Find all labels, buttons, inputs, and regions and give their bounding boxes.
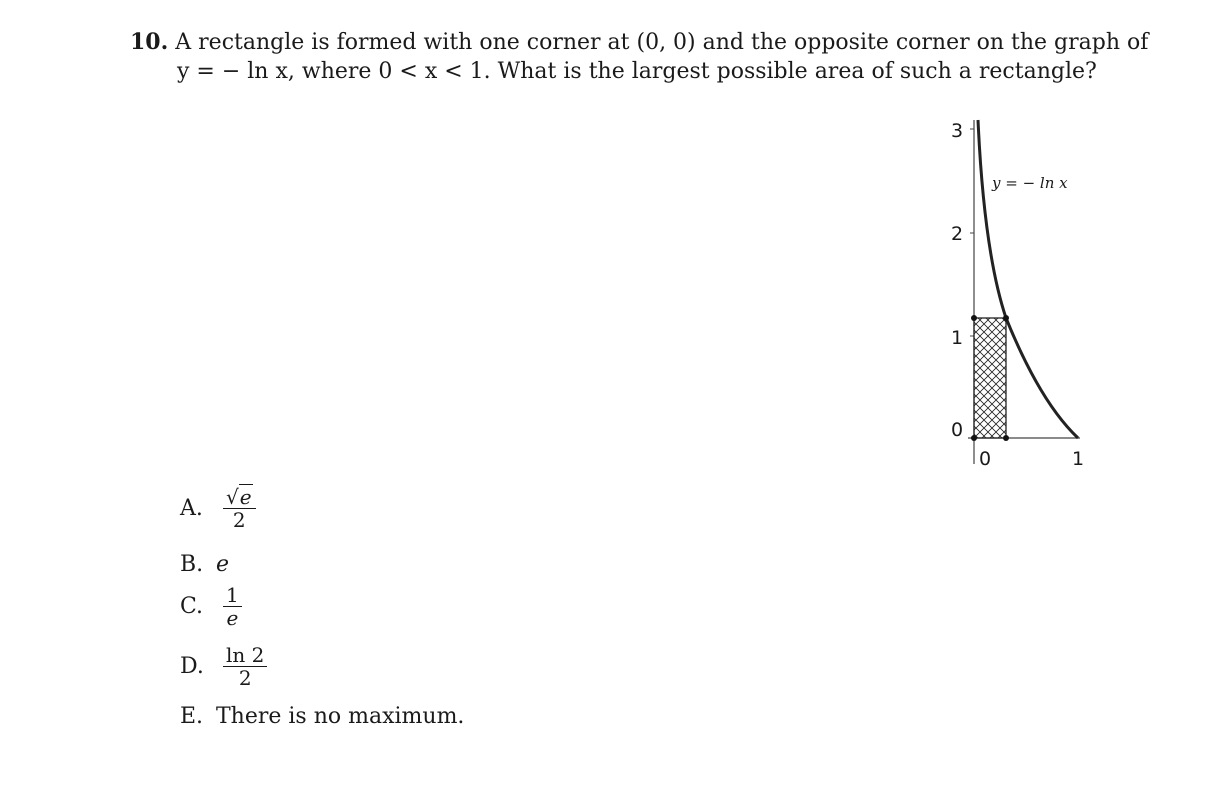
choice-b[interactable]: B. e: [180, 552, 230, 577]
fraction: $\frac{1}{e}$: [223, 584, 242, 629]
question-number: 10.: [130, 29, 169, 55]
fraction: $\frac{√e}{2}$: [223, 486, 256, 531]
choice-d[interactable]: D. $\frac{\ln 2}{2}$: [180, 644, 267, 689]
question-text-line-1: A rectangle is formed with one corner at (0, 0) and the opposite corner on the graph of: [175, 30, 1149, 55]
corner-dot: [971, 435, 977, 441]
question-text-line-2: y = − ln x, where 0 < x < 1. What is the largest possible area of such a rectangle?: [177, 59, 1097, 84]
x-tick-label: 1: [1072, 448, 1085, 470]
y-tick-label: 3: [951, 120, 964, 142]
question: [130, 28, 1149, 86]
fraction: $\frac{\ln 2}{2}$: [223, 644, 267, 689]
y-tick-label: 1: [951, 327, 964, 349]
graph-figure: [940, 112, 1100, 472]
corner-dot: [971, 315, 977, 321]
hatched-rectangle: [974, 318, 1006, 438]
choice-a[interactable]: A. $\frac{√e}{2}$: [180, 486, 256, 531]
y-tick-label: 2: [951, 223, 964, 245]
corner-dot: [1003, 315, 1009, 321]
graph-svg: [940, 112, 1100, 472]
curve-label: y = − ln x: [992, 174, 1068, 192]
y-tick-label: 0: [951, 419, 964, 441]
corner-dot: [1003, 435, 1009, 441]
choice-e[interactable]: E. There is no maximum.: [180, 704, 465, 729]
choice-c[interactable]: C. $\frac{1}{e}$: [180, 584, 242, 629]
x-tick-label: 0: [979, 448, 992, 470]
